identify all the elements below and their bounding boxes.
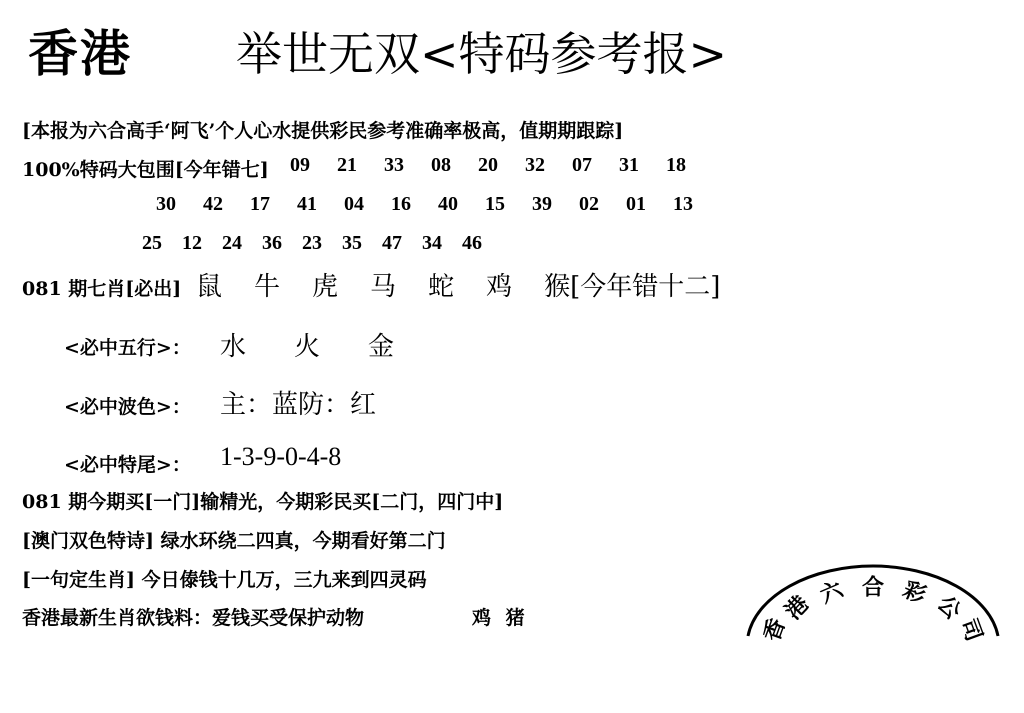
number: 20 <box>478 154 498 176</box>
numbers-row-1 <box>290 154 713 177</box>
number: 41 <box>297 193 317 215</box>
number: 46 <box>462 232 482 254</box>
number: 23 <box>302 232 322 254</box>
macau-line: [澳门双色特诗] 绿水环绕二四真，今期看好第二门 <box>22 530 446 552</box>
number: 09 <box>290 154 310 176</box>
numbers-label: 100%特码大包围[今年错七] <box>22 159 269 181</box>
number: 16 <box>391 193 411 215</box>
zodiac-item: 蛇 <box>428 272 455 302</box>
number: 39 <box>532 193 552 215</box>
stamp-char: 彩 <box>899 577 930 610</box>
tail-label: <必中特尾>： <box>64 454 191 476</box>
brand-title: 香港 <box>28 24 132 83</box>
page-title: 举世无双<特码参考报> <box>236 27 728 81</box>
intro-line: [本报为六合高手‘阿飞’个人心水提供彩民参考准确率极高，值期期跟踪] <box>22 120 624 142</box>
zodiac-item: 鼠 <box>196 272 223 302</box>
zodiac-item: 虎 <box>312 272 339 302</box>
number: 24 <box>222 232 242 254</box>
zodiac-item: 鸡 <box>486 272 513 302</box>
tail-value: 1-3-9-0-4-8 <box>220 442 342 471</box>
zodiac-list <box>196 266 720 303</box>
zodiac-item: 牛 <box>254 272 281 302</box>
number: 12 <box>182 232 202 254</box>
wave-value: 主：蓝防：红 <box>220 390 377 420</box>
number: 35 <box>342 232 362 254</box>
stamp-char: 港 <box>780 591 815 625</box>
number: 33 <box>384 154 404 176</box>
number: 34 <box>422 232 442 254</box>
wave-label: <必中波色>： <box>64 396 191 418</box>
number: 17 <box>250 193 270 215</box>
zodiac-label: 081 期七肖[必出] <box>22 278 182 300</box>
number: 30 <box>156 193 176 215</box>
number: 42 <box>203 193 223 215</box>
number: 07 <box>572 154 592 176</box>
numbers-row-3 <box>142 232 502 255</box>
number: 08 <box>431 154 451 176</box>
stamp-char: 六 <box>816 577 847 610</box>
elements-list <box>220 326 442 363</box>
latest-animals: 鸡 猪 <box>472 607 525 629</box>
number: 36 <box>262 232 282 254</box>
elements-label: <必中五行>： <box>64 337 191 359</box>
number: 01 <box>626 193 646 215</box>
number: 13 <box>673 193 693 215</box>
numbers-row-2 <box>156 193 720 216</box>
company-stamp <box>742 556 1004 656</box>
number: 31 <box>619 154 639 176</box>
number: 04 <box>344 193 364 215</box>
number: 21 <box>337 154 357 176</box>
stamp-char: 公 <box>931 591 966 625</box>
zodiac-item: 马 <box>370 272 397 302</box>
number: 15 <box>485 193 505 215</box>
number: 02 <box>579 193 599 215</box>
element-item: 水 <box>220 332 247 362</box>
number: 18 <box>666 154 686 176</box>
zodiac-note: [今年错十二] <box>570 272 721 302</box>
element-item: 金 <box>368 332 395 362</box>
zodiac-item: 猴 <box>544 272 571 302</box>
number: 32 <box>525 154 545 176</box>
number: 25 <box>142 232 162 254</box>
number: 40 <box>438 193 458 215</box>
stamp-char: 司 <box>955 615 987 645</box>
stamp-char: 合 <box>861 575 885 601</box>
sentence-line: [一句定生肖] 今日傣钱十几万，三九来到四灵码 <box>22 569 427 591</box>
element-item: 火 <box>294 332 321 362</box>
stamp-char: 香 <box>759 615 791 645</box>
latest-line: 香港最新生肖欲钱料：爱钱买受保护动物 <box>22 607 365 629</box>
number: 47 <box>382 232 402 254</box>
buy-line: 081 期今期买[一门]输精光，今期彩民买[二门，四门中] <box>22 491 504 513</box>
